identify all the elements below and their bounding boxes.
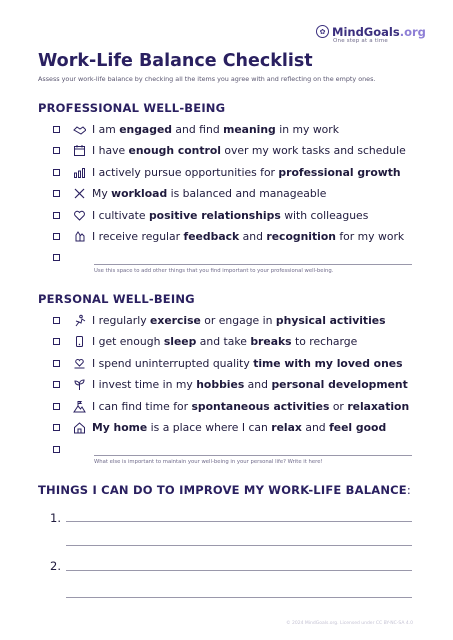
statement-text [92,144,406,157]
mountain-flag-icon [72,399,86,413]
statement-text [92,335,357,348]
clapping-hands-icon [72,230,86,244]
personal-hint: What else is important to maintain your well-being in your personal life? Write it here! [94,459,323,465]
statement-fragment: I spend uninterrupted quality [92,356,254,370]
statement-text [92,166,401,179]
personal-heading: PERSONAL WELL-BEING [38,292,195,306]
checkbox[interactable] [53,381,60,388]
running-icon [72,313,86,327]
statement-fragment: and [239,230,267,243]
statement-emphasis: feedback [183,230,240,243]
personal-item [53,420,386,436]
statement-emphasis: recognition [266,230,336,243]
checkbox[interactable] [53,169,60,176]
statement-fragment: and take [196,335,251,348]
statement-fragment: and [301,421,330,434]
professional-hint: Use this space to add other things that you find important to your professional well-being. [94,268,334,274]
statement-fragment: I receive regular [92,230,184,243]
statement-text [92,421,386,434]
personal-item [53,355,403,371]
checkbox[interactable] [53,147,60,154]
tools-icon [72,187,86,201]
brand-logo [316,25,426,45]
checkbox[interactable] [53,424,60,431]
footer-license: © 2024 MindGoals.org. Licensed under CC BY-NC-SA 4.0 [286,621,413,626]
statement-fragment: for my work [335,230,405,243]
statement-emphasis: engaged [119,122,172,136]
statement-fragment: and [244,378,272,391]
personal-item [53,334,357,350]
brain-icon: ✿ [316,25,329,38]
brand-name: MindGoals.org [332,24,426,39]
statement-text [92,378,408,391]
professional-item [53,143,406,159]
statement-fragment: is balanced and manageable [167,187,327,200]
plant-icon [72,378,86,392]
statement-emphasis: exercise [150,313,201,327]
personal-item [53,377,408,393]
statement-emphasis: relaxation [347,399,410,413]
improve-line-2b[interactable] [66,597,412,598]
statement-emphasis: workload [111,187,168,200]
statement-text [92,123,339,136]
statement-fragment: My [92,187,112,200]
handshake-icon [72,122,86,136]
statement-fragment: I have [92,144,129,157]
professional-item [53,121,339,137]
statement-fragment: in my work [275,122,339,136]
statement-emphasis: sleep [163,335,197,348]
statement-fragment: I regularly [92,313,151,327]
handshake-heart-icon [72,208,86,222]
statement-fragment: with colleagues [280,208,369,222]
improve-heading-colon: : [406,483,411,497]
checkbox[interactable] [53,254,60,261]
home-icon [72,421,86,435]
statement-emphasis: feel good [329,421,387,434]
checkbox[interactable] [53,446,60,453]
statement-fragment: and find [172,122,224,136]
statement-text [92,230,404,243]
professional-write-line[interactable] [94,264,412,265]
improve-line-2a[interactable] [66,570,412,571]
statement-emphasis: physical activities [275,313,386,327]
statement-fragment: I can find time for [92,399,192,413]
statement-fragment: to recharge [291,335,358,348]
phone-icon [72,335,86,349]
statement-emphasis: positive relationships [148,208,281,222]
checkbox[interactable] [53,190,60,197]
improve-number-2: 2. [50,559,61,573]
improve-number-1: 1. [50,511,61,525]
heart-hands-icon [72,356,86,370]
checkbox[interactable] [53,338,60,345]
statement-text [92,357,403,370]
statement-fragment: is a place where I can [147,421,272,434]
brand-tagline: One step at a time [333,38,389,44]
checkbox[interactable] [53,403,60,410]
statement-emphasis: personal development [271,378,408,391]
professional-item [53,207,368,223]
statement-fragment: I cultivate [92,208,149,222]
statement-text [92,314,386,327]
statement-emphasis: relax [271,421,302,434]
checkbox[interactable] [53,360,60,367]
statement-text [92,187,326,200]
statement-emphasis: spontaneous activities [191,399,330,413]
statement-emphasis: meaning [223,122,276,136]
calendar-icon [72,144,86,158]
statement-emphasis: professional growth [278,165,401,179]
professional-item [53,186,326,202]
statement-emphasis: enough control [128,144,221,157]
checkbox[interactable] [53,317,60,324]
personal-item [53,312,386,328]
statement-emphasis: time with my loved ones [253,356,403,370]
improve-line-1a[interactable] [66,521,412,522]
professional-heading: PROFESSIONAL WELL-BEING [38,101,226,115]
improve-line-1b[interactable] [66,545,412,546]
statement-emphasis: My home [92,421,148,434]
statement-text [92,209,368,222]
statement-emphasis: breaks [250,335,292,348]
statement-fragment: or [329,399,348,413]
improve-heading-text: THINGS I CAN DO TO IMPROVE MY WORK-LIFE BALANCE [38,483,407,497]
statement-fragment: I invest time in my [92,378,197,391]
personal-write-line[interactable] [94,455,412,456]
brand-tld: .org [399,24,426,39]
page-subtitle: Assess your work-life balance by checking all the items you agree with and reflecting on the empty ones. [38,75,376,83]
professional-item [53,229,404,245]
personal-item [53,398,409,414]
improve-heading [38,483,411,497]
statement-emphasis: hobbies [196,378,245,391]
professional-item [53,164,401,180]
checkbox[interactable] [53,212,60,219]
professional-extra-item [53,249,72,265]
statement-fragment: I get enough [92,335,164,348]
statement-fragment: over my work tasks and schedule [220,144,406,157]
statement-text [92,400,409,413]
page-title: Work-Life Balance Checklist [38,51,313,71]
checkbox[interactable] [53,233,60,240]
checkbox[interactable] [53,126,60,133]
statement-fragment: I actively pursue opportunities for [92,165,279,179]
personal-extra-item [53,441,72,457]
statement-fragment: or engage in [200,313,276,327]
statement-fragment: I am [92,122,120,136]
growth-chart-icon [72,165,86,179]
